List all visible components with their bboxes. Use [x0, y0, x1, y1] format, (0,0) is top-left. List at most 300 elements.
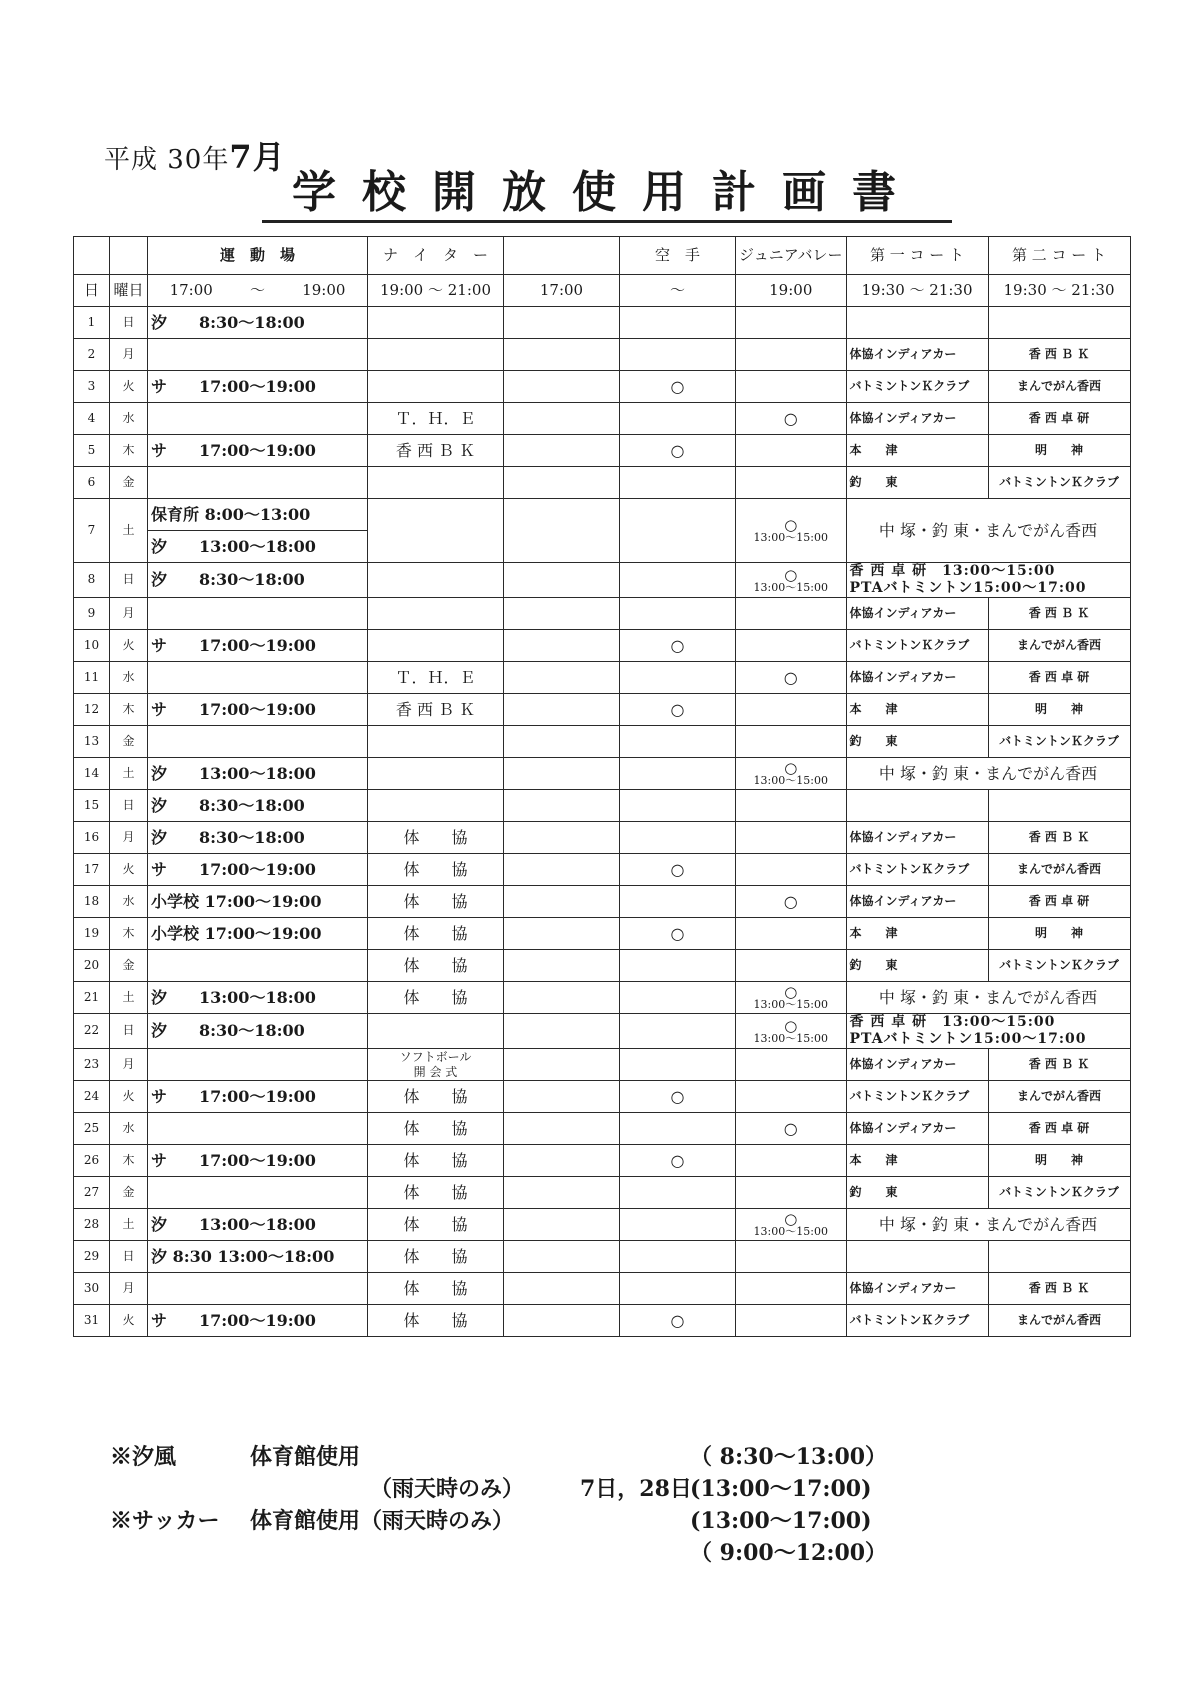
- ground-cell-text: サ 17:00～19:00: [151, 376, 316, 396]
- header-court-2-time: 19:30 ～ 21:30: [988, 275, 1130, 307]
- day-cell: [74, 598, 110, 630]
- day-cell-text: 21: [83, 989, 100, 1004]
- weekday-cell: [110, 499, 148, 563]
- column-header-row: [74, 237, 1131, 275]
- day-cell-text: 20: [83, 957, 100, 972]
- blank-cell: [504, 598, 620, 630]
- ground-cell-text: 保育所 8:00～13:00: [151, 504, 311, 524]
- junior-mark: ○: [784, 516, 798, 534]
- court-2-cell-text: 香 西 卓 研: [1028, 893, 1090, 908]
- court-1-cell-text: 体協インディアカー: [849, 1120, 957, 1135]
- day-cell-text: 28: [83, 1216, 100, 1231]
- day-cell-text: 12: [83, 701, 100, 716]
- karate-cell: [620, 403, 736, 435]
- weekday-cell: [110, 886, 148, 918]
- junior-cell: [736, 467, 847, 499]
- court-2-cell: [988, 790, 1130, 822]
- ground-cell: [148, 918, 368, 950]
- nighter-cell-text: 体 協: [403, 891, 468, 911]
- court-1-cell: [846, 630, 988, 662]
- karate-cell-text: ○: [670, 859, 685, 879]
- day-cell: [74, 1305, 110, 1337]
- karate-cell-text: ○: [670, 440, 685, 460]
- nighter-cell: [368, 1305, 504, 1337]
- day-cell: [74, 403, 110, 435]
- court-2-cell: [988, 950, 1130, 982]
- day-cell-text: 19: [83, 925, 100, 940]
- court-2-cell: [988, 694, 1130, 726]
- weekday-cell-text: 日: [122, 1248, 135, 1263]
- nighter-cell: [368, 662, 504, 694]
- court-1-cell-text: 釣 東: [849, 474, 898, 489]
- karate-cell: [620, 1081, 736, 1113]
- court-span-text: 中 塚・釣 東・まんでがん香西: [878, 1214, 1098, 1234]
- blank-cell: [504, 435, 620, 467]
- court-span-cell: [846, 982, 1130, 1014]
- weekday-cell-text: 金: [122, 957, 135, 972]
- junior-cell: [736, 694, 847, 726]
- ground-cell: [148, 1081, 368, 1113]
- nighter-cell-text: 香 西 Ｂ Ｋ: [395, 699, 476, 719]
- day-cell: [74, 726, 110, 758]
- karate-cell: [620, 1177, 736, 1209]
- nighter-cell: [368, 1209, 504, 1241]
- court-2-cell: [988, 1305, 1130, 1337]
- nighter-cell: [368, 467, 504, 499]
- ground-cell: [148, 854, 368, 886]
- junior-cell: [736, 435, 847, 467]
- day-cell: [74, 694, 110, 726]
- nighter-cell-text: 体 協: [403, 1150, 468, 1170]
- court-1-cell-text: バトミントンＫクラブ: [849, 378, 970, 393]
- day-cell-text: 4: [87, 410, 96, 425]
- ground-cell: [148, 1177, 368, 1209]
- ground-cell: [148, 467, 368, 499]
- court-1-cell-text: バトミントンＫクラブ: [849, 1312, 970, 1327]
- court-span-line-2: PTAバトミントン15:00～17:00: [849, 1031, 1087, 1047]
- nighter-cell: [368, 854, 504, 886]
- junior-cell: [736, 790, 847, 822]
- court-1-cell: [846, 726, 988, 758]
- schedule-table: [73, 236, 1131, 1337]
- nighter-cell: [368, 918, 504, 950]
- ground-cell: [148, 630, 368, 662]
- court-1-cell: [846, 1177, 988, 1209]
- day-cell: [74, 886, 110, 918]
- court-2-cell-text: 明 神: [1035, 442, 1084, 457]
- weekday-cell-text: 金: [122, 1184, 135, 1199]
- karate-cell: [620, 758, 736, 790]
- court-1-cell-text: 体協インディアカー: [849, 1280, 957, 1295]
- junior-cell: [736, 950, 847, 982]
- nighter-cell: [368, 403, 504, 435]
- day-cell: [74, 1049, 110, 1081]
- ground-cell-text: サ 17:00～19:00: [151, 635, 316, 655]
- table-row: [74, 886, 1131, 918]
- court-1-cell: [846, 790, 988, 822]
- court-1-cell-text: バトミントンＫクラブ: [849, 1088, 970, 1103]
- header-ground: 運 動 場: [148, 237, 368, 275]
- junior-cell: [736, 1209, 847, 1241]
- day-cell-text: 9: [87, 605, 96, 620]
- junior-cell-text: ○: [783, 891, 798, 911]
- day-cell-text: 10: [83, 637, 100, 652]
- ground-cell: [148, 499, 368, 531]
- weekday-cell-text: 月: [122, 605, 135, 620]
- court-span-line-1: 香 西 卓 研 13:00～15:00: [849, 1014, 1056, 1030]
- day-cell: [74, 371, 110, 403]
- ground-cell-text: 小学校 17:00～19:00: [151, 891, 322, 911]
- nighter-cell: [368, 1145, 504, 1177]
- junior-time: 13:00～15:00: [753, 774, 828, 787]
- day-cell-text: 23: [83, 1056, 100, 1071]
- ground-cell: [148, 1305, 368, 1337]
- karate-cell: [620, 1014, 736, 1049]
- nighter-cell: [368, 1049, 504, 1081]
- court-2-cell: [988, 1273, 1130, 1305]
- ground-cell: [148, 662, 368, 694]
- table-row: [74, 1241, 1131, 1273]
- karate-cell-text: ○: [670, 376, 685, 396]
- header-weekday: 曜日: [110, 275, 148, 307]
- blank-cell: [504, 1177, 620, 1209]
- nighter-cell-text: 体 協: [403, 1118, 468, 1138]
- junior-cell-text: ○: [783, 667, 798, 687]
- weekday-cell: [110, 982, 148, 1014]
- weekday-cell-text: 土: [122, 1216, 135, 1231]
- weekday-cell-text: 火: [122, 861, 135, 876]
- day-cell: [74, 854, 110, 886]
- karate-cell: [620, 1209, 736, 1241]
- karate-cell-text: ○: [670, 1086, 685, 1106]
- blank-cell: [504, 822, 620, 854]
- junior-time: 13:00～15:00: [753, 531, 828, 544]
- court-1-cell: [846, 307, 988, 339]
- court-2-cell-text: バトミントンＫクラブ: [999, 1184, 1119, 1199]
- blank-cell: [504, 790, 620, 822]
- header-mid-time-end: 19:00: [736, 275, 847, 307]
- ground-cell: [148, 1049, 368, 1081]
- day-cell: [74, 1273, 110, 1305]
- weekday-cell: [110, 1241, 148, 1273]
- weekday-cell: [110, 1113, 148, 1145]
- karate-cell: [620, 790, 736, 822]
- ground-time-end: 19:00: [302, 281, 346, 300]
- court-1-cell: [846, 598, 988, 630]
- nighter-cell: [368, 371, 504, 403]
- table-row: [74, 467, 1131, 499]
- nighter-cell: [368, 630, 504, 662]
- table-row: [74, 854, 1131, 886]
- weekday-cell: [110, 1081, 148, 1113]
- ground-cell: [148, 886, 368, 918]
- blank-cell: [504, 694, 620, 726]
- day-cell-text: 5: [87, 442, 96, 457]
- nighter-cell: [368, 1081, 504, 1113]
- nighter-cell: [368, 1241, 504, 1273]
- day-cell-text: 22: [83, 1023, 100, 1038]
- karate-cell: [620, 982, 736, 1014]
- day-cell-text: 3: [87, 378, 96, 393]
- weekday-cell: [110, 918, 148, 950]
- weekday-cell-text: 日: [122, 572, 135, 587]
- ground-cell: [148, 1113, 368, 1145]
- court-1-cell-text: 体協インディアカー: [849, 893, 957, 908]
- court-2-cell: [988, 822, 1130, 854]
- nighter-cell-text: Ｔ．Ｈ．Ｅ: [395, 408, 476, 428]
- nighter-cell-text: 体 協: [403, 923, 468, 943]
- junior-mark: ○: [784, 1210, 798, 1228]
- table-row: [74, 726, 1131, 758]
- day-cell-text: 30: [83, 1280, 100, 1295]
- nighter-cell: [368, 1014, 504, 1049]
- court-1-cell-text: 本 津: [849, 925, 898, 940]
- day-cell-text: 8: [87, 572, 96, 587]
- karate-cell: [620, 1241, 736, 1273]
- nighter-cell: [368, 790, 504, 822]
- karate-cell: [620, 726, 736, 758]
- weekday-cell: [110, 694, 148, 726]
- blank-cell: [504, 1241, 620, 1273]
- weekday-cell-text: 土: [122, 989, 135, 1004]
- header-karate: 空 手: [620, 237, 736, 275]
- karate-cell-text: ○: [670, 635, 685, 655]
- court-1-cell: [846, 694, 988, 726]
- karate-cell-text: ○: [670, 1310, 685, 1330]
- ground-cell: [148, 1241, 368, 1273]
- table-row: [74, 1081, 1131, 1113]
- note-1-label: ※汐風: [110, 1444, 177, 1470]
- header-court-1-time: 19:30 ～ 21:30: [846, 275, 988, 307]
- court-1-cell: [846, 1113, 988, 1145]
- court-2-cell: [988, 662, 1130, 694]
- court-2-cell-text: 香 西 卓 研: [1028, 410, 1090, 425]
- karate-cell: [620, 1049, 736, 1081]
- nighter-cell-text: 体 協: [403, 827, 468, 847]
- note-2-time: (13:00～17:00): [690, 1476, 872, 1502]
- weekday-cell-text: 水: [122, 410, 135, 425]
- nighter-cell-text: 体 協: [403, 1246, 468, 1266]
- header-junior-volley: ジュニアバレー: [736, 237, 847, 275]
- junior-cell: [736, 982, 847, 1014]
- court-2-cell: [988, 403, 1130, 435]
- table-row: [74, 918, 1131, 950]
- karate-cell: [620, 1145, 736, 1177]
- table-row: [74, 371, 1131, 403]
- nighter-cell-text: 体 協: [403, 1310, 468, 1330]
- day-cell: [74, 790, 110, 822]
- junior-time: 13:00～15:00: [753, 998, 828, 1011]
- ground-cell: [148, 758, 368, 790]
- day-cell: [74, 1241, 110, 1273]
- nighter-cell: [368, 1113, 504, 1145]
- nighter-cell-text: Ｔ．Ｈ．Ｅ: [395, 667, 476, 687]
- court-1-cell-text: 体協インディアカー: [849, 346, 957, 361]
- karate-cell: [620, 598, 736, 630]
- ground-cell: [148, 694, 368, 726]
- court-1-cell: [846, 371, 988, 403]
- weekday-cell-text: 月: [122, 346, 135, 361]
- court-2-cell-text: まんでがん香西: [1017, 637, 1102, 652]
- weekday-cell: [110, 1305, 148, 1337]
- day-cell: [74, 1209, 110, 1241]
- nighter-text-2: 開 会 式: [413, 1064, 458, 1079]
- day-cell-text: 18: [83, 893, 100, 908]
- table-row: [74, 307, 1131, 339]
- nighter-cell: [368, 307, 504, 339]
- court-2-cell-text: 香 西 卓 研: [1028, 669, 1090, 684]
- table-row: [74, 339, 1131, 371]
- court-span-cell: [846, 1014, 1130, 1049]
- weekday-cell: [110, 662, 148, 694]
- day-cell: [74, 1145, 110, 1177]
- junior-cell: [736, 886, 847, 918]
- blank-cell: [504, 339, 620, 371]
- karate-cell: [620, 1305, 736, 1337]
- day-cell: [74, 1014, 110, 1049]
- blank-cell: [504, 307, 620, 339]
- junior-cell: [736, 1081, 847, 1113]
- junior-cell: [736, 563, 847, 598]
- junior-time: 13:00～15:00: [753, 1225, 828, 1238]
- court-2-cell: [988, 1145, 1130, 1177]
- weekday-cell: [110, 630, 148, 662]
- court-2-cell: [988, 371, 1130, 403]
- court-1-cell-text: 釣 東: [849, 733, 898, 748]
- court-1-cell-text: バトミントンＫクラブ: [849, 637, 970, 652]
- day-cell: [74, 1177, 110, 1209]
- weekday-cell: [110, 563, 148, 598]
- court-2-cell-text: 明 神: [1035, 1152, 1084, 1167]
- weekday-cell-text: 木: [122, 442, 135, 457]
- ground-cell: [148, 822, 368, 854]
- note-1-time: （ 8:30～13:00）: [690, 1444, 888, 1470]
- nighter-cell: [368, 758, 504, 790]
- day-cell-text: 7: [87, 522, 96, 537]
- karate-cell: [620, 822, 736, 854]
- nighter-cell: [368, 982, 504, 1014]
- weekday-cell-text: 日: [122, 797, 135, 812]
- weekday-cell-text: 火: [122, 1088, 135, 1103]
- ground-cell: [148, 598, 368, 630]
- court-span-cell: [846, 499, 1130, 563]
- court-2-cell-text: まんでがん香西: [1017, 1088, 1102, 1103]
- nighter-cell: [368, 339, 504, 371]
- nighter-cell-text: 体 協: [403, 955, 468, 975]
- karate-cell-text: ○: [670, 1150, 685, 1170]
- day-cell: [74, 662, 110, 694]
- junior-cell: [736, 758, 847, 790]
- court-2-cell-text: バトミントンＫクラブ: [999, 733, 1119, 748]
- court-2-cell: [988, 1081, 1130, 1113]
- day-cell-text: 29: [83, 1248, 100, 1263]
- court-1-cell: [846, 403, 988, 435]
- blank-cell: [504, 1209, 620, 1241]
- ground-cell-text: サ 17:00～19:00: [151, 859, 316, 879]
- day-cell: [74, 822, 110, 854]
- note-3-text: 体育館使用（雨天時のみ）: [250, 1508, 515, 1534]
- weekday-cell: [110, 371, 148, 403]
- weekday-cell-text: 水: [122, 1120, 135, 1135]
- weekday-cell: [110, 339, 148, 371]
- weekday-cell: [110, 598, 148, 630]
- nighter-cell-text: 体 協: [403, 1214, 468, 1234]
- table-row: [74, 662, 1131, 694]
- nighter-cell: [368, 499, 504, 563]
- ground-cell: [148, 982, 368, 1014]
- weekday-cell: [110, 403, 148, 435]
- junior-cell: [736, 403, 847, 435]
- ground-cell-text: サ 17:00～19:00: [151, 1310, 316, 1330]
- karate-cell: [620, 435, 736, 467]
- weekday-cell-text: 火: [122, 1312, 135, 1327]
- ground-cell-text: 汐 8:30 13:00～18:00: [151, 1246, 335, 1266]
- nighter-cell-text: 体 協: [403, 987, 468, 1007]
- court-1-cell-text: 本 津: [849, 701, 898, 716]
- table-row: [74, 563, 1131, 598]
- day-cell: [74, 1081, 110, 1113]
- court-2-cell: [988, 307, 1130, 339]
- nighter-cell-text: 体 協: [403, 1182, 468, 1202]
- table-row: [74, 694, 1131, 726]
- weekday-cell-text: 月: [122, 829, 135, 844]
- court-1-cell-text: 体協インディアカー: [849, 1056, 957, 1071]
- blank-cell: [504, 662, 620, 694]
- day-cell-text: 6: [87, 474, 96, 489]
- ground-cell-text: 汐 8:30～18:00: [151, 312, 305, 332]
- weekday-cell-text: 木: [122, 701, 135, 716]
- day-cell-text: 11: [83, 669, 100, 684]
- note-1-text: 体育館使用: [250, 1444, 361, 1470]
- weekday-cell: [110, 1014, 148, 1049]
- court-2-cell-text: バトミントンＫクラブ: [999, 957, 1119, 972]
- day-cell: [74, 339, 110, 371]
- court-2-cell: [988, 339, 1130, 371]
- court-2-cell-text: 香 西 Ｂ Ｋ: [1028, 1280, 1090, 1295]
- header-nighter: ナ イ タ ー: [368, 237, 504, 275]
- day-cell-text: 24: [83, 1088, 100, 1103]
- table-row: [74, 499, 1131, 531]
- ground-cell-text: 汐 13:00～18:00: [151, 1214, 316, 1234]
- weekday-cell-text: 金: [122, 733, 135, 748]
- court-span-text: 中 塚・釣 東・まんでがん香西: [878, 520, 1098, 540]
- day-cell: [74, 918, 110, 950]
- ground-cell-text: サ 17:00～19:00: [151, 1150, 316, 1170]
- blank-cell: [504, 1113, 620, 1145]
- ground-cell-text: サ 17:00～19:00: [151, 440, 316, 460]
- karate-cell: [620, 950, 736, 982]
- note-2-days: 7日，28日: [580, 1476, 692, 1502]
- court-2-cell: [988, 1177, 1130, 1209]
- day-cell: [74, 307, 110, 339]
- weekday-cell-text: 土: [122, 765, 135, 780]
- court-2-cell: [988, 726, 1130, 758]
- note-3-time: (13:00～17:00): [690, 1508, 872, 1534]
- junior-cell: [736, 598, 847, 630]
- court-2-cell-text: まんでがん香西: [1017, 378, 1102, 393]
- ground-cell: [148, 307, 368, 339]
- court-1-cell: [846, 886, 988, 918]
- weekday-cell-text: 月: [122, 1056, 135, 1071]
- day-cell-text: 26: [83, 1152, 100, 1167]
- header-mid-time-start: 17:00: [504, 275, 620, 307]
- junior-cell: [736, 339, 847, 371]
- court-1-cell: [846, 950, 988, 982]
- table-row: [74, 790, 1131, 822]
- court-1-cell: [846, 435, 988, 467]
- weekday-cell: [110, 307, 148, 339]
- court-2-cell-text: 香 西 Ｂ Ｋ: [1028, 829, 1090, 844]
